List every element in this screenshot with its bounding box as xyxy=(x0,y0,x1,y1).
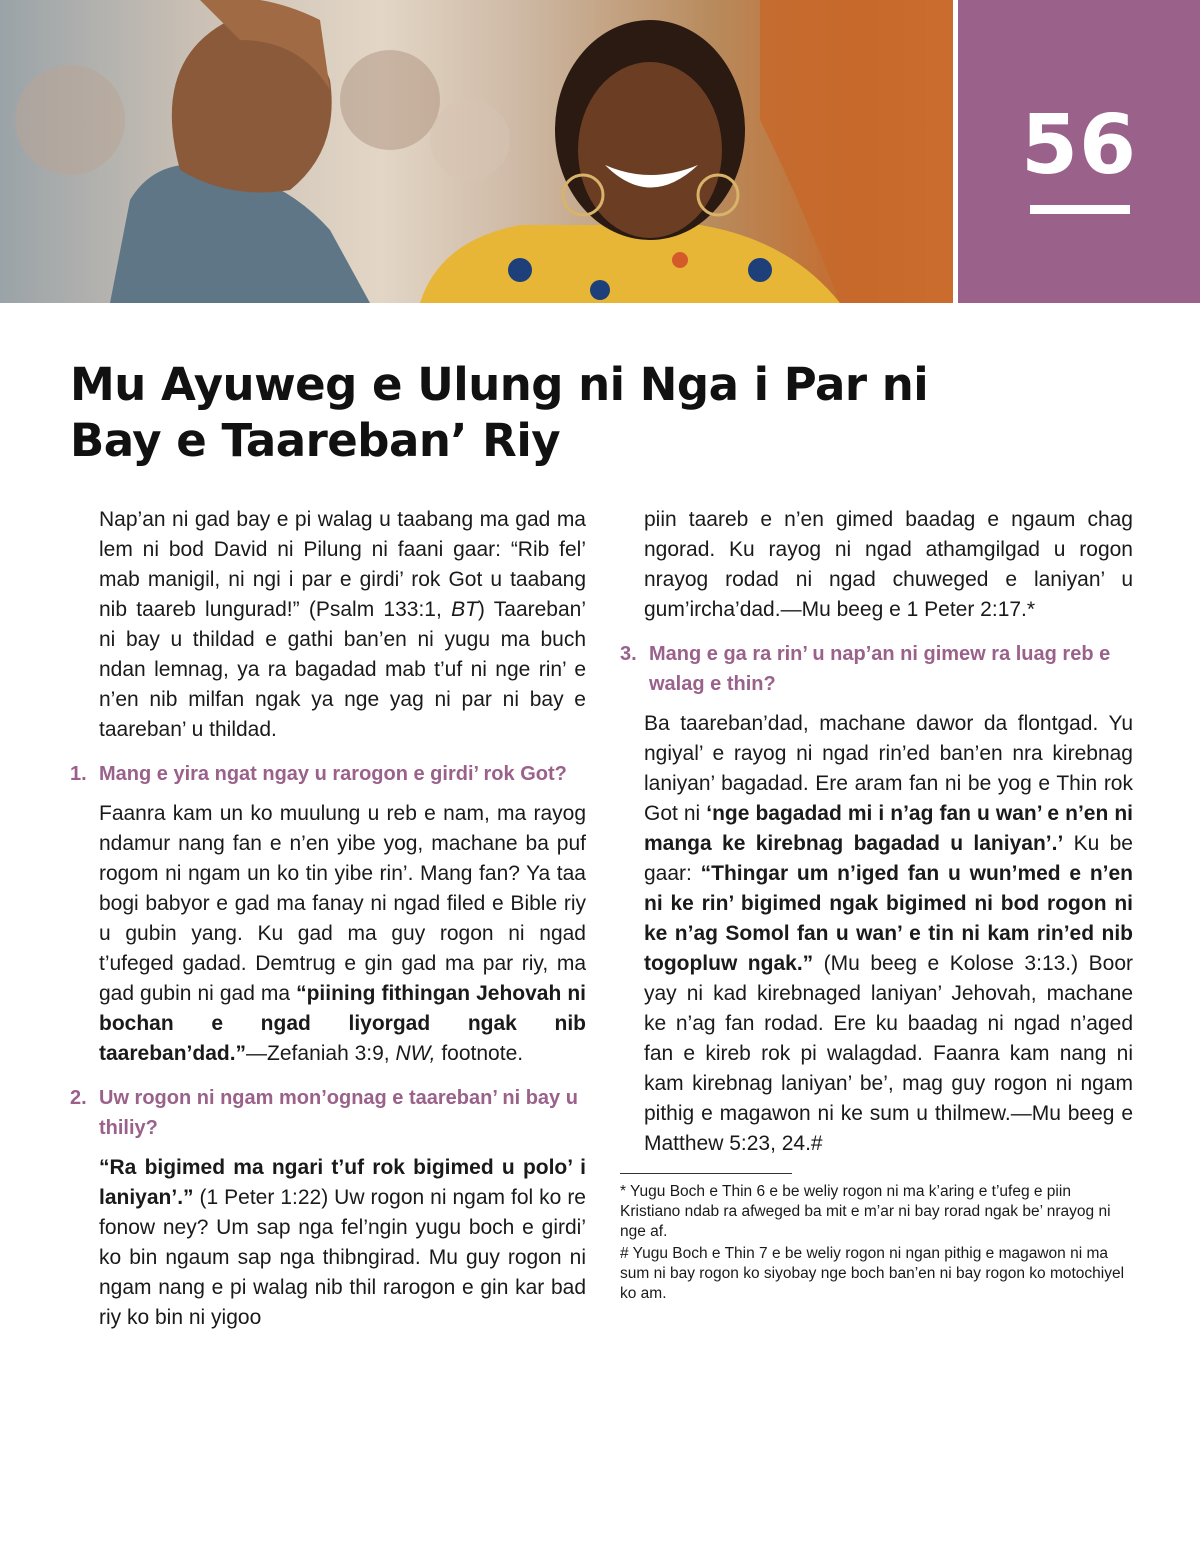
section-3-quote-1: ‘nge bagadad mi i n’ag fan u wan’ e n’en ni manga ke kirebnag bagadad u laniyan’.’ xyxy=(644,802,1133,855)
section-1-text: Faanra kam un ko muulung u reb e nam, ma rayog ndamur nang fan e n’en yibe yog, machane ba puf rogom ni ngam un ko tin yibe rin’. Mang fan? Ya taa bogi babyor e gad ma fanay ni ngad filed e Bible riy u gubin yang. Ku gad ma guy rogon ni ngad t’ufeged gadad. Demtrug e gin gad ma par riy, ma gad gubin ni gad ma xyxy=(99,802,586,1005)
section-2-quote: “Ra bigimed ma ngari t’uf rok bigimed u polo’ i laniyan’.” xyxy=(99,1156,586,1209)
lesson-number-badge xyxy=(958,0,1200,303)
question-number: 1. xyxy=(70,763,87,785)
section-3-text-2: Ku be gaar: xyxy=(644,832,1133,885)
section-3-text: Ba taareban’dad, machane dawor da flontgad. Yu ngiyal’ e rayog ni ngad rin’ed ban’en nra kirebnag laniyan’ bagadad. Ere aram fan ni be yog e Thin rok Got ni xyxy=(644,712,1133,825)
section-1-version: NW, xyxy=(395,1042,436,1065)
section-1-paragraph xyxy=(99,799,586,1069)
intro-paragraph xyxy=(99,505,586,745)
question-number: 3. xyxy=(620,643,637,665)
badge-underline xyxy=(1030,205,1130,214)
footnote-1: * Yugu Boch e Thin 6 e be weliy rogon ni ma k’aring e t’ufeg e piin Kristiano ndab ra afweged ba mit e m’ar ni bay rorad ngak be’ nrayog ni nge af. xyxy=(620,1183,1111,1240)
photo-people-fellowship-icon xyxy=(0,0,953,303)
question-1 xyxy=(70,759,586,789)
section-3-paragraph xyxy=(644,709,1133,1159)
question-text: Mang e yira ngat ngay u rarogon e girdi’ rok Got? xyxy=(99,763,567,785)
right-column xyxy=(620,505,1133,1306)
section-3-quote-2: “Thingar um n’iged fan u wun’med e n’en ni ke rin’ bigimed ngak bigimed ni bod rogon ni ke n’ag Somol fan u wan’ e tin ni kam rin’ed nib togopluw ngak.” xyxy=(644,862,1133,975)
section-2-text: (1 Peter 1:22) Uw rogon ni ngam fol ko re fonow ney? Um sap nga fel’ngin yugu boch e girdi’ ko bin ngaum sap nga thibngirad. Mu guy rogon ni ngam nang e pi walag nib thil rarogon e gin kar bad riy ko bin ni yigoo xyxy=(99,1186,586,1329)
question-text: Mang e ga ra rin’ u nap’an ni gimew ra luag reb e walag e thin? xyxy=(649,643,1111,695)
hero-photo xyxy=(0,0,953,303)
intro-text: Nap’an ni gad bay e pi walag u taabang ma gad ma lem ni bod David ni Pilung ni faani gaar: “Rib fel’ mab manigil, ni ngi i par e girdi’ rok Got u taabang nib taareb lungurad!” (Psalm 133:1, xyxy=(99,508,586,621)
question-number: 2. xyxy=(70,1087,87,1109)
question-3 xyxy=(620,639,1133,699)
section-3-text-3: (Mu beeg e Kolose 3:13.) Boor yay ni kad kirebnaged laniyan’ Jehovah, machane ke n’ag fan rodad. Ere ku baadag ni ngad n’aged fan e kireb rok pi walagdad. Faanra kam nang ni kam kirebnag laniyan’ be’, mag guy rogon ni ngam pithig e magawon ni ke sum u thilmew.—Mu beeg e Matthew 5:23, 24.# xyxy=(644,952,1133,1155)
section-2-continued: piin taareb e n’en gimed baadag e ngaum chag ngorad. Ku rayog ni ngad athamgilgad u rogon nrayog rodad ni ngad chuweged e laniyan’ u gum’ircha’dad.—Mu beeg e 1 Peter 2:17.* xyxy=(644,508,1133,621)
section-1-reference: —Zefaniah 3:9, xyxy=(246,1042,396,1065)
page-title: Mu Ayuweg e Ulung ni Nga i Par ni Bay e Taareban’ Riy xyxy=(70,358,929,467)
footnote-divider xyxy=(620,1173,792,1174)
section-1-footnote-label: footnote. xyxy=(435,1042,524,1065)
section-1-quote: “piining fithingan Jehovah ni bochan e ngad liyorgad ngak nib taareban’dad.” xyxy=(99,982,587,1065)
question-text: Uw rogon ni ngam mon’ognag e taareban’ ni bay u thiliy? xyxy=(99,1087,578,1139)
intro-bible-version: BT xyxy=(451,598,478,621)
question-2 xyxy=(70,1083,586,1143)
section-2-paragraph xyxy=(99,1153,586,1333)
left-column xyxy=(70,505,586,1347)
lesson-number: 56 xyxy=(1020,98,1138,193)
intro-text-end: ) Taareban’ ni bay u thildad e gathi ban’en ni yugu ma buch ndan lemnag, ya ra bagadad mab t’uf ni nge rin’ e n’en nib milfan ngak ya nge yag ni par ni bay e taareban’ u thildad. xyxy=(99,598,586,741)
footnote-2: # Yugu Boch e Thin 7 e be weliy rogon ni ngan pithig e magawon ni ma sum ni bay rogon ko siyobay nge boch ban’en ni bay rogon ko motochiyel ko am. xyxy=(620,1245,1125,1302)
